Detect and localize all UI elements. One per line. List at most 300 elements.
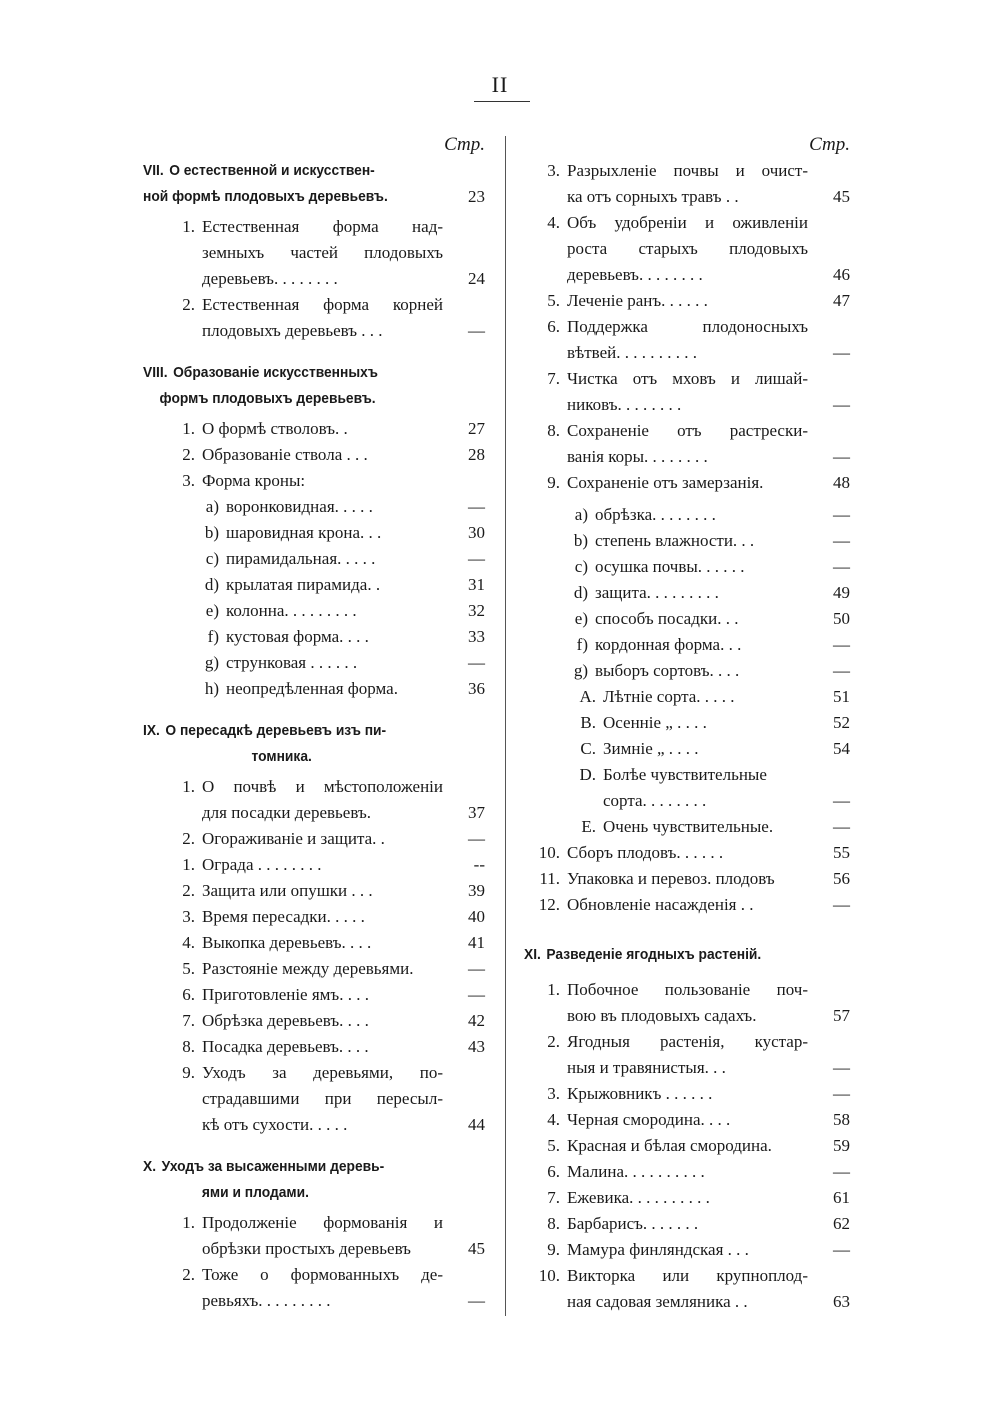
toc-entry (524, 606, 850, 632)
entry-page-number: 24 (468, 269, 485, 288)
toc-entry (524, 1185, 850, 1211)
entry-number: g) (204, 653, 219, 672)
toc-entry (524, 1081, 850, 1107)
entry-title (567, 1211, 808, 1237)
entry-title-line (143, 1154, 419, 1180)
toc-entry (143, 468, 485, 494)
entry-title-line: Малина. . . . . . . . . . (567, 1162, 705, 1181)
entry-title (202, 1008, 443, 1034)
entry-page-number: 51 (833, 687, 850, 706)
entry-number: 8. (182, 1037, 195, 1056)
entry-title (202, 1034, 443, 1060)
entry-title (226, 494, 443, 520)
entry-page-number: 62 (833, 1214, 850, 1233)
toc-entry (143, 676, 485, 702)
toc-entry (143, 624, 485, 650)
entry-page-number: 58 (833, 1110, 850, 1129)
entry-title-line: О почвѣ и мѣстоположеніи (202, 777, 443, 796)
toc-entry (143, 494, 485, 520)
entry-title (567, 158, 808, 210)
entry-title-line: обрѣзки простыхъ деревьевъ (202, 1239, 411, 1258)
entry-title-line: Красная и бѣлая смородина. (567, 1136, 772, 1155)
toc-entry (143, 956, 485, 982)
entry-title (567, 1133, 808, 1159)
chapter-number: XI. (524, 946, 541, 963)
toc-chapter-heading (524, 942, 850, 968)
entry-number: 9. (547, 473, 560, 492)
entry-title (567, 314, 808, 366)
page-column-header: Стр. (809, 134, 850, 155)
entry-page-number: 50 (833, 609, 850, 628)
entry-number: 10. (538, 1266, 560, 1285)
entry-number: 6. (547, 317, 560, 336)
entry-page-number: — (833, 343, 850, 362)
entry-page-number: 42 (468, 1011, 485, 1030)
entry-title-line: Ежевика. . . . . . . . . . (567, 1188, 710, 1207)
entry-title (567, 840, 808, 866)
entry-title-line: ныя и травянистыя. . . (567, 1058, 726, 1077)
toc-entry (524, 1159, 850, 1185)
toc-entry (524, 158, 850, 210)
entry-page-number: 45 (468, 1239, 485, 1258)
entry-number: A. (579, 687, 596, 706)
entry-title-line: Объ удобреніи и оживленіи (567, 213, 808, 232)
entry-title (202, 774, 443, 826)
toc-entry (143, 930, 485, 956)
entry-title (595, 658, 808, 684)
entry-number: 12. (538, 895, 560, 914)
entry-page-number: -- (473, 855, 485, 874)
entry-page-number: 40 (468, 907, 485, 926)
toc-entry (524, 580, 850, 606)
entry-page-number: 28 (468, 445, 485, 464)
entry-page-number: 48 (833, 473, 850, 492)
entry-title (226, 546, 443, 572)
entry-title (202, 956, 443, 982)
entry-title-line: Продолженіе формованія и (202, 1213, 443, 1232)
entry-title (567, 866, 808, 892)
entry-page-number: — (468, 497, 485, 516)
entry-number: e) (205, 601, 219, 620)
toc-entry (524, 684, 850, 710)
entry-title-line (143, 718, 419, 744)
entry-title (567, 1081, 808, 1107)
toc-entry (143, 1060, 485, 1138)
entry-title-line: ка отъ сорныхъ травъ . . (567, 187, 739, 206)
toc-entry (524, 554, 850, 580)
entry-number: h) (204, 679, 219, 698)
entry-title-line: струнковая . . . . . . (226, 653, 358, 672)
entry-title-line: кѣ отъ сухости. . . . . (202, 1115, 348, 1134)
entry-number: 4. (182, 933, 195, 952)
entry-title-line: воронковидная. . . . . (226, 497, 373, 516)
entry-number: 4. (547, 1110, 560, 1129)
entry-page-number: 61 (833, 1188, 850, 1207)
toc-right-column (524, 132, 850, 1315)
toc-entry (143, 292, 485, 344)
entry-title-line: неопредѣленная форма. (226, 679, 398, 698)
entry-number: 10. (538, 843, 560, 862)
entry-number: c) (205, 549, 219, 568)
entry-title (567, 1237, 808, 1263)
toc-entry (143, 650, 485, 676)
chapter-number: VIII. (143, 364, 168, 381)
entry-title-line: Мамура финляндская . . . (567, 1240, 749, 1259)
entry-title (226, 572, 443, 598)
entry-title-line: обрѣзка. . . . . . . . (595, 505, 716, 524)
entry-page-number: — (833, 791, 850, 810)
entry-title-line: Упаковка и перевоз. плодовъ (567, 869, 775, 888)
entry-title (202, 904, 443, 930)
entry-number: 7. (547, 369, 560, 388)
entry-title-line: ревьяхъ. . . . . . . . . (202, 1291, 331, 1310)
entry-number: a) (574, 505, 588, 524)
entry-title-line (143, 158, 419, 184)
entry-title (567, 1263, 808, 1315)
toc-entry (524, 528, 850, 554)
entry-title-line: Огораживаніе и защита. . (202, 829, 385, 848)
entry-title (595, 528, 808, 554)
chapter-title-text: Образованіе искусственныхъ (173, 364, 378, 381)
entry-title-line: Время пересадки. . . . . (202, 907, 365, 926)
entry-title-line: для посадки деревьевъ. (202, 803, 371, 822)
entry-title-line: томника. (251, 748, 312, 765)
entry-title-line: кустовая форма. . . . (226, 627, 369, 646)
entry-title (202, 826, 443, 852)
entry-title-line: Сохраненіе отъ замерзанія. (567, 473, 764, 492)
toc-entry (143, 1008, 485, 1034)
entry-number: d) (573, 583, 588, 602)
toc-entry (524, 710, 850, 736)
toc-entry (524, 840, 850, 866)
entry-title-line: Побочное пользованіе поч- (567, 980, 808, 999)
toc-chapter-heading (143, 718, 485, 770)
entry-title-line: ями и плодами. (201, 1184, 309, 1201)
entry-page-number: 43 (468, 1037, 485, 1056)
entry-title-line: Лѣтніе сорта. . . . . (603, 687, 735, 706)
entry-title-line: Естественная форма корней (202, 295, 443, 314)
entry-page-number: — (833, 635, 850, 654)
entry-title (524, 942, 808, 968)
toc-entry (143, 598, 485, 624)
entry-title (595, 502, 808, 528)
entry-title-line: степень влажности. . . (595, 531, 755, 550)
entry-title (202, 468, 443, 494)
toc-entry (524, 892, 850, 918)
entry-page-number: 27 (468, 419, 485, 438)
toc-entry (143, 826, 485, 852)
entry-number: 5. (182, 959, 195, 978)
entry-title (567, 1159, 808, 1185)
entry-number: 5. (547, 291, 560, 310)
entry-page-number: — (468, 321, 485, 340)
entry-number: 4. (547, 213, 560, 232)
entry-title (226, 676, 443, 702)
entry-number: 6. (547, 1162, 560, 1181)
entry-title (202, 416, 443, 442)
entry-title-line: Ограда . . . . . . . . (202, 855, 322, 874)
entry-page-number: — (833, 395, 850, 414)
entry-page-number: 55 (833, 843, 850, 862)
entry-number: b) (573, 531, 588, 550)
entry-number: 8. (547, 421, 560, 440)
entry-page-number: 63 (833, 1292, 850, 1311)
entry-number: 5. (547, 1136, 560, 1155)
entry-page-number: 44 (468, 1115, 485, 1134)
entry-page-number: 37 (468, 803, 485, 822)
entry-title (226, 624, 443, 650)
entry-title-line: Сохраненіе отъ растрески- (567, 421, 808, 440)
entry-page-number: — (833, 557, 850, 576)
entry-number: a) (205, 497, 219, 516)
entry-title-line: Обрѣзка деревьевъ. . . . (202, 1011, 369, 1030)
entry-title (595, 580, 808, 606)
entry-title-line: Приготовленіе ямъ. . . . (202, 985, 369, 1004)
entry-title-line: Ягодныя растенія, кустар- (567, 1032, 808, 1051)
toc-entry (143, 852, 485, 878)
entry-title (202, 878, 443, 904)
entry-page-number: 49 (833, 583, 850, 602)
entry-title (226, 650, 443, 676)
entry-title (595, 632, 808, 658)
entry-title (143, 360, 443, 412)
toc-entry (524, 470, 850, 496)
entry-number: 2. (182, 1265, 195, 1284)
entry-number: d) (204, 575, 219, 594)
entry-title-line: Осенніе „ . . . . (603, 713, 707, 732)
entry-title-line: плодовыхъ деревьевъ . . . (202, 321, 383, 340)
entry-title (567, 977, 808, 1029)
toc-entry (524, 288, 850, 314)
entry-title-line: Крыжовникъ . . . . . . (567, 1084, 713, 1103)
toc-entry (143, 1034, 485, 1060)
chapter-number: IX. (143, 722, 160, 739)
toc-entry (524, 866, 850, 892)
entry-title (202, 852, 443, 878)
entry-number: 8. (547, 1214, 560, 1233)
entry-title-line: Уходъ за деревьями, по- (202, 1063, 443, 1082)
entry-title (595, 606, 808, 632)
entry-title-line: сорта. . . . . . . . (603, 791, 707, 810)
entry-title (603, 736, 808, 762)
entry-page-number: — (468, 829, 485, 848)
entry-number: 1. (182, 1213, 195, 1232)
entry-title-line: вою въ плодовыхъ садахъ. (567, 1006, 757, 1025)
entry-title (143, 1154, 443, 1206)
entry-number: 7. (547, 1188, 560, 1207)
entry-page-number: — (833, 1240, 850, 1259)
entry-page-number: — (468, 959, 485, 978)
entry-number: 1. (182, 855, 195, 874)
entry-title-line: ванія коры. . . . . . . . (567, 447, 708, 466)
entry-number: C. (580, 739, 596, 758)
toc-entry (524, 1133, 850, 1159)
entry-number: 3. (547, 1084, 560, 1103)
entry-title (567, 366, 808, 418)
entry-title (567, 288, 808, 314)
toc-chapter-heading (143, 1154, 485, 1206)
entry-number: 9. (182, 1063, 195, 1082)
entry-title-line: деревьевъ. . . . . . . . (567, 265, 703, 284)
entry-page-number: 59 (833, 1136, 850, 1155)
entry-page-number: 47 (833, 291, 850, 310)
toc-entry (524, 1263, 850, 1315)
entry-page-number: 52 (833, 713, 850, 732)
entry-number: 9. (547, 1240, 560, 1259)
entry-number: f) (576, 635, 588, 654)
toc-entry (524, 658, 850, 684)
entry-title-line: шаровидная крона. . . (226, 523, 382, 542)
entry-title-line: Зимніе „ . . . . (603, 739, 699, 758)
entry-title-line: Разстояніе между деревьями. (202, 959, 414, 978)
toc-entry (524, 632, 850, 658)
entry-page-number: 46 (833, 265, 850, 284)
entry-title (567, 892, 808, 918)
entry-title-line: Очень чувствительные. (603, 817, 774, 836)
entry-number: E. (581, 817, 596, 836)
entry-title-line: формъ плодовыхъ деревьевъ. (159, 390, 376, 407)
toc-entry (524, 418, 850, 470)
toc-entry (143, 520, 485, 546)
entry-number: 6. (182, 985, 195, 1004)
entry-title (202, 1262, 443, 1314)
entry-page-number: — (833, 1084, 850, 1103)
entry-title-line: пирамидальная. . . . . (226, 549, 376, 568)
toc-entry (524, 736, 850, 762)
chapter-title-text: Разведеніе ягодныхъ растеній. (546, 946, 762, 963)
entry-title (202, 982, 443, 1008)
entry-page-number: 33 (468, 627, 485, 646)
entry-title (143, 158, 443, 210)
entry-number: 1. (182, 777, 195, 796)
entry-page-number: 30 (468, 523, 485, 542)
entry-title (603, 814, 808, 840)
entry-title (202, 442, 443, 468)
entry-title-line: никовъ. . . . . . . . (567, 395, 682, 414)
page-number: II (491, 72, 509, 97)
entry-page-number: 56 (833, 869, 850, 888)
page-column-header: Стр. (444, 134, 485, 155)
entry-title (202, 292, 443, 344)
entry-title-line: Тоже о формованныхъ де- (202, 1265, 443, 1284)
entry-title (202, 214, 443, 292)
entry-title-line: Обновленіе насажденія . . (567, 895, 754, 914)
toc-entry (524, 1107, 850, 1133)
entry-page-number: 54 (833, 739, 850, 758)
entry-page-number: — (468, 653, 485, 672)
entry-title-line: Разрыхленіе почвы и очист- (567, 161, 808, 180)
toc-chapter-heading (143, 158, 485, 210)
toc-entry (143, 442, 485, 468)
entry-title (603, 710, 808, 736)
entry-title (202, 930, 443, 956)
entry-page-number: 23 (468, 187, 485, 206)
entry-number: 2. (182, 445, 195, 464)
toc-entry (524, 366, 850, 418)
toc-entry (524, 502, 850, 528)
entry-title (226, 598, 443, 624)
toc-entry (143, 904, 485, 930)
toc-entry (524, 1029, 850, 1081)
entry-title (143, 718, 443, 770)
entry-title-line: ной формѣ плодовыхъ деревьевъ. (143, 188, 388, 205)
chapter-number: X. (143, 1158, 157, 1175)
entry-title-line: роста старыхъ плодовыхъ (567, 239, 808, 258)
entry-number: 1. (182, 419, 195, 438)
entry-title-line (143, 360, 419, 386)
entry-number: 1. (547, 980, 560, 999)
entry-title-line: вѣтвей. . . . . . . . . . (567, 343, 698, 362)
column-divider (505, 136, 506, 1316)
entry-number: 2. (547, 1032, 560, 1051)
toc-entry (524, 314, 850, 366)
entry-title-line: крылатая пирамида. . (226, 575, 381, 594)
chapter-title-text: О пересадкѣ деревьевъ изъ пи- (165, 722, 387, 739)
entry-title (595, 554, 808, 580)
entry-number: 7. (182, 1011, 195, 1030)
entry-page-number: — (833, 817, 850, 836)
toc-entry (524, 762, 850, 814)
entry-number: 1. (182, 217, 195, 236)
entry-title (202, 1210, 443, 1262)
entry-title (202, 1060, 443, 1138)
entry-page-number: — (468, 549, 485, 568)
entry-number: 2. (182, 881, 195, 900)
entry-page-number: 31 (468, 575, 485, 594)
entry-title-line: Выкопка деревьевъ. . . . (202, 933, 372, 952)
toc-entry (524, 1211, 850, 1237)
entry-number: 2. (182, 295, 195, 314)
entry-number: B. (580, 713, 596, 732)
entry-title-line: Образованіе ствола . . . (202, 445, 368, 464)
entry-page-number: — (468, 1291, 485, 1310)
toc-entry (143, 1210, 485, 1262)
entry-title-line: Барбарисъ. . . . . . . (567, 1214, 699, 1233)
toc-left-column (143, 132, 485, 1314)
entry-title-line: деревьевъ. . . . . . . . (202, 269, 338, 288)
toc-entry (143, 572, 485, 598)
toc-entry (143, 774, 485, 826)
entry-number: g) (573, 661, 588, 680)
entry-title-line: Форма кроны: (202, 471, 306, 490)
entry-title-line: Болѣе чувствительные (603, 765, 767, 784)
entry-number: 3. (182, 907, 195, 926)
entry-page-number: — (833, 895, 850, 914)
toc-chapter-heading (143, 360, 485, 412)
entry-number: f) (207, 627, 219, 646)
toc-entry (524, 814, 850, 840)
entry-title-line: осушка почвы. . . . . . (595, 557, 745, 576)
entry-number: b) (204, 523, 219, 542)
chapter-number: VII. (143, 162, 164, 179)
entry-title (567, 418, 808, 470)
entry-title-line: Посадка деревьевъ. . . . (202, 1037, 369, 1056)
toc-entry (143, 878, 485, 904)
entry-page-number: — (833, 447, 850, 466)
entry-title-line: Викторка или крупноплод- (567, 1266, 808, 1285)
entry-title-line: Черная смородина. . . . (567, 1110, 731, 1129)
entry-number: 11. (539, 869, 560, 888)
entry-title-line: земныхъ частей плодовыхъ (202, 243, 443, 262)
entry-page-number: — (833, 505, 850, 524)
entry-title-line: способъ посадки. . . (595, 609, 739, 628)
entry-title-line: О формѣ стволовъ. . (202, 419, 348, 438)
entry-title-line: защита. . . . . . . . . (595, 583, 719, 602)
entry-title-line: страдавшими при пересыл- (202, 1089, 443, 1108)
entry-title (567, 1029, 808, 1081)
entry-title (603, 684, 808, 710)
toc-entry (143, 982, 485, 1008)
